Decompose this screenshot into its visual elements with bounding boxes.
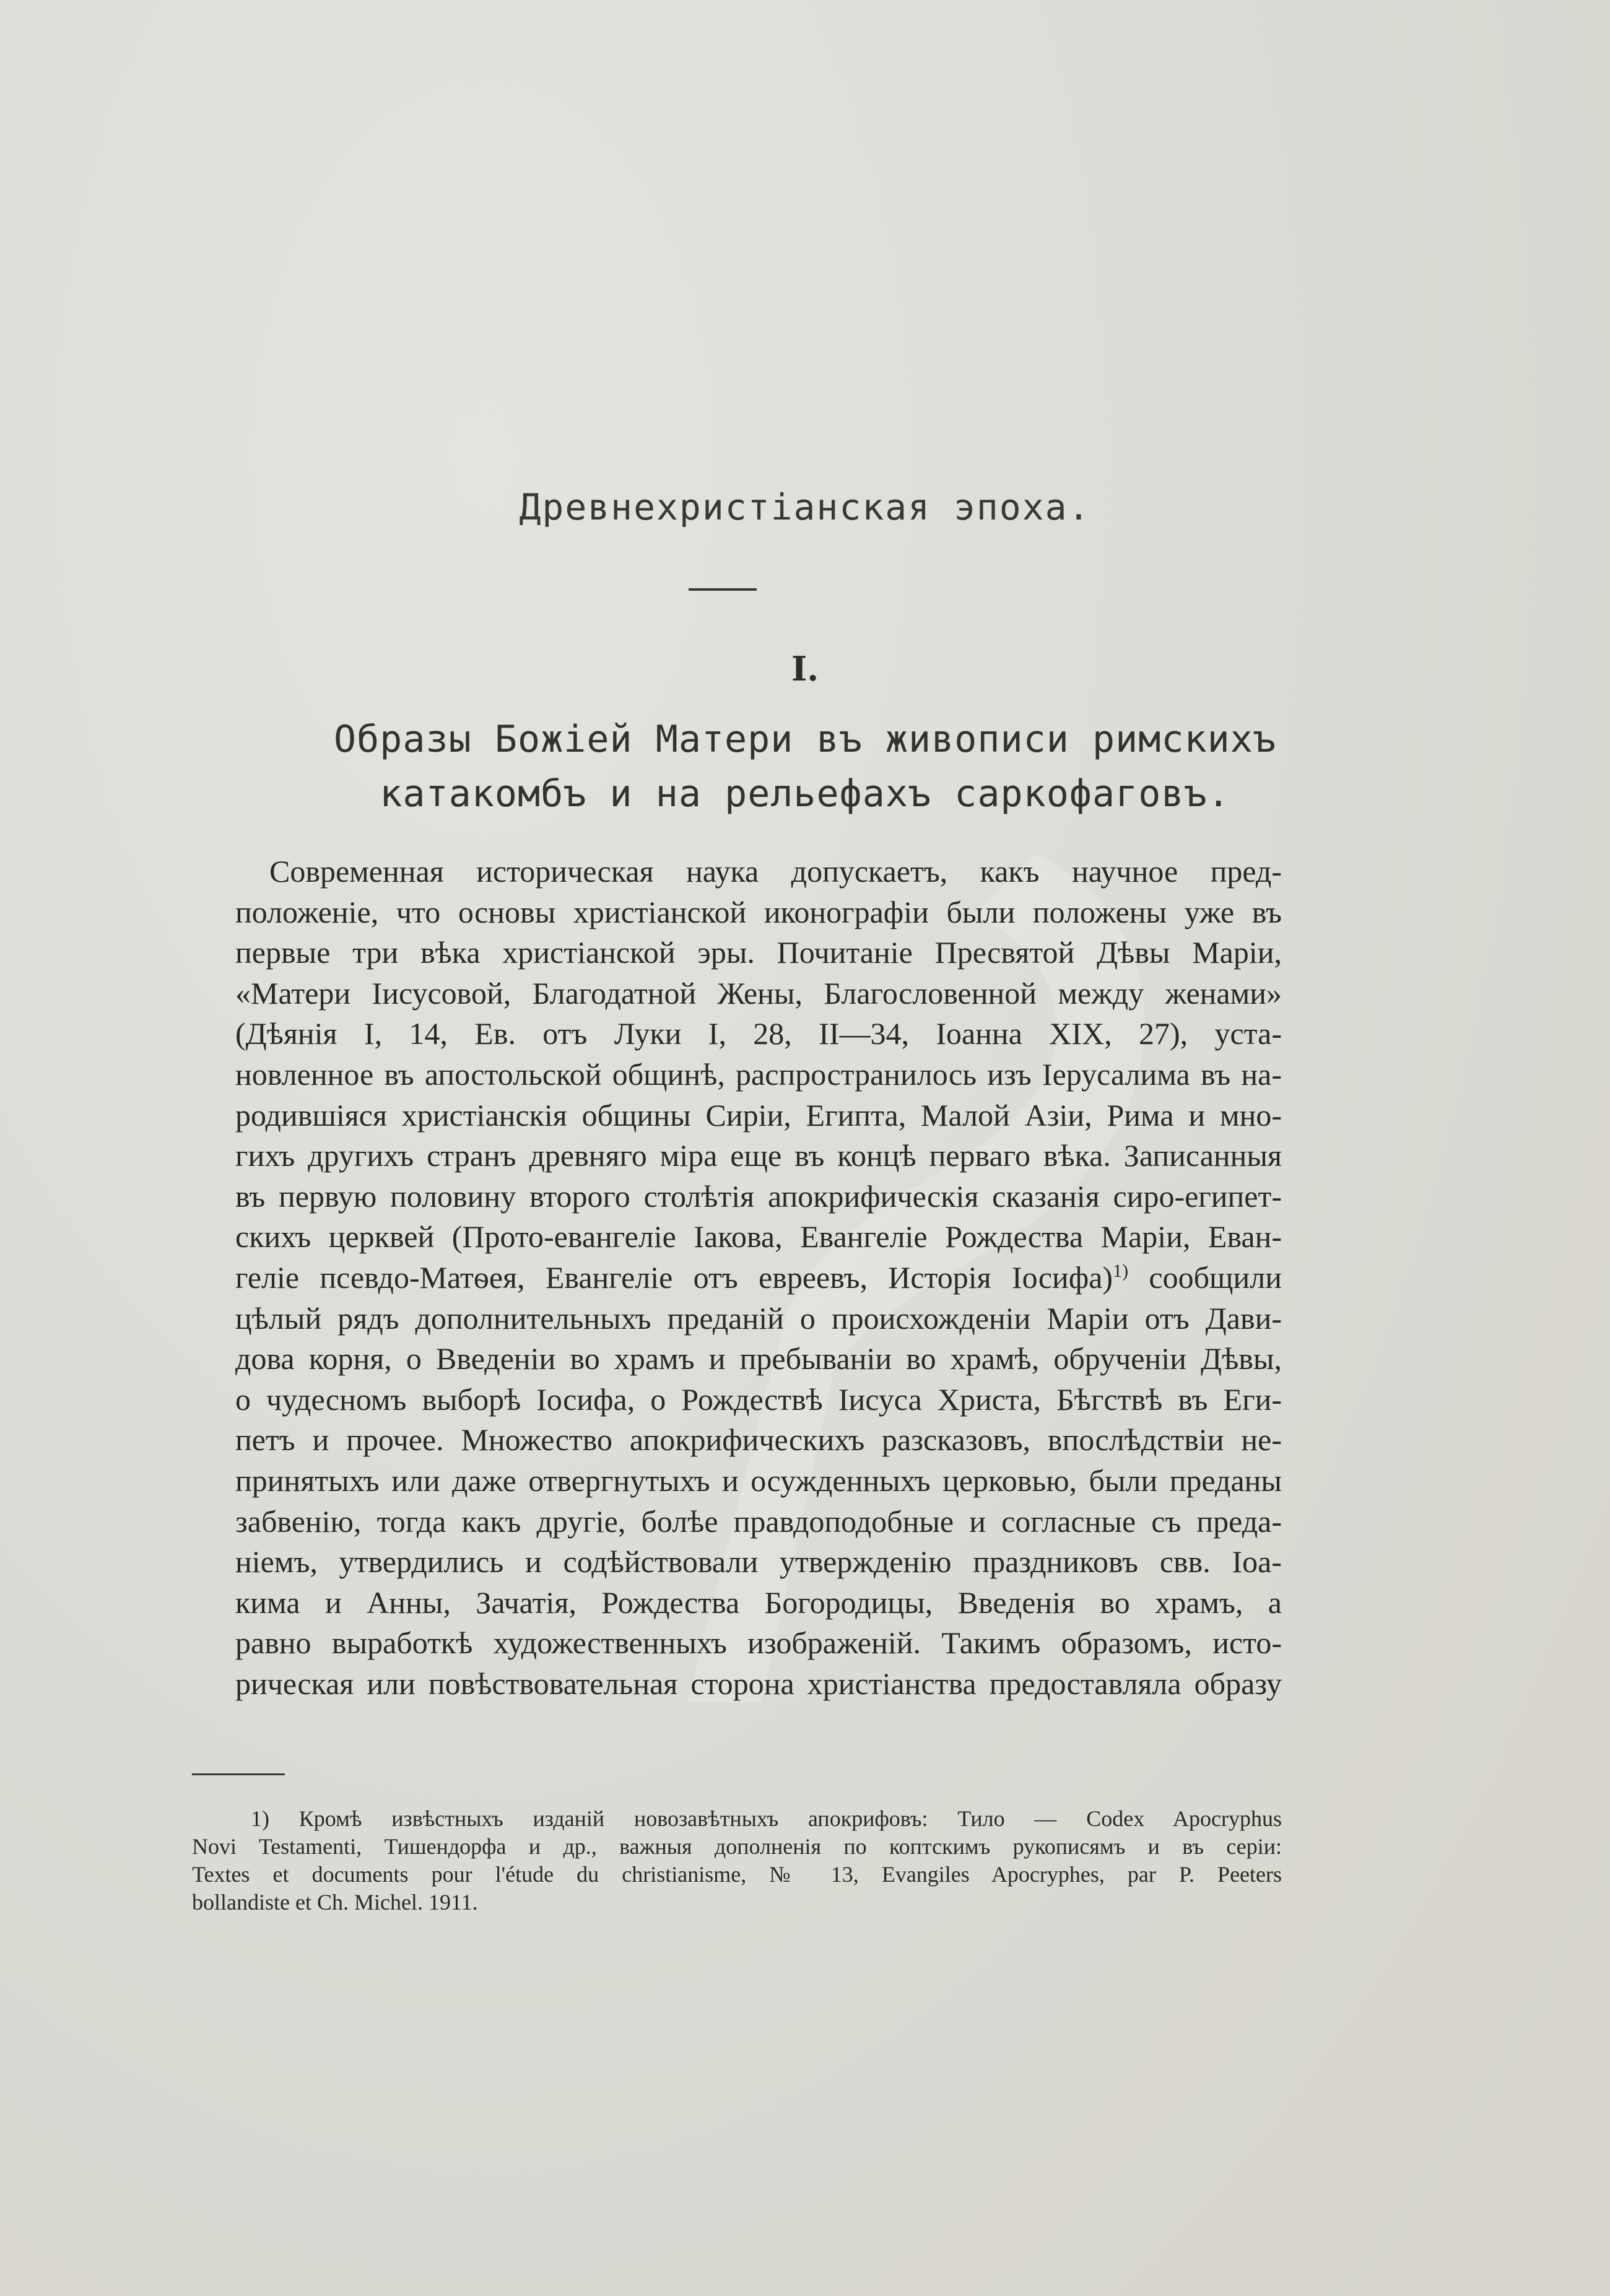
- body-line: первые три вѣка христіанской эры. Почитаніе Пресвятой Дѣвы Маріи,: [235, 935, 1282, 970]
- body-line: положеніе, что основы христіанской иконографіи были положены уже въ: [235, 894, 1282, 929]
- body-line: забвенію, тогда какъ другіе, болѣе правдоподобные и согласные съ преда-: [235, 1503, 1282, 1539]
- body-line-text: геліе псевдо-Матѳея, Евангеліе отъ евреевъ, Исторія Іосифа): [235, 1259, 1113, 1295]
- body-line: ніемъ, утвердились и содѣйствовали утвержденію праздниковъ свв. Іоа-: [235, 1544, 1282, 1580]
- title-rule: [689, 588, 757, 591]
- body-line: новленное въ апостольской общинѣ, распространилось изъ Іерусалима въ на-: [235, 1056, 1282, 1092]
- section-heading: [0, 712, 1610, 821]
- body-line: принятыхъ или даже отвергнутыхъ и осужденныхъ церковью, были преданы: [235, 1463, 1282, 1498]
- body-line-text: сообщили: [1128, 1259, 1282, 1295]
- body-line: «Матери Іисусовой, Благодатной Жены, Благословенной между женами»: [235, 975, 1282, 1011]
- footnote-rule: [192, 1773, 285, 1775]
- body-line: о чудесномъ выборѣ Іосифа, о Рождествѣ Іисуса Христа, Бѣгствѣ въ Еги-: [235, 1381, 1282, 1417]
- body-line: кима и Анны, Зачатія, Рождества Богородицы, Введенія во храмъ, а: [235, 1585, 1282, 1620]
- footnote-line: bollandiste et Ch. Michel. 1911.: [192, 1890, 478, 1915]
- section-heading-line: катакомбъ и на рельефахъ саркофаговъ.: [380, 772, 1230, 815]
- body-line: равно выработкѣ художественныхъ изображеній. Такимъ образомъ, исто-: [235, 1625, 1282, 1661]
- body-line: дова корня, о Введеніи во храмъ и пребываніи во храмѣ, обрученіи Дѣвы,: [235, 1341, 1282, 1376]
- body-line: гихъ другихъ странъ древняго міра еще въ концѣ перваго вѣка. Записанныя: [235, 1138, 1282, 1173]
- footnote-line: 1) Кромѣ извѣстныхъ изданій новозавѣтныхъ апокрифовъ: Тило — Codex Apocryphus: [251, 1806, 1282, 1831]
- footnote-line: Textes et documents pour l'étude du christianisme, № 13, Evangiles Apocryphes, par P. Peeters: [192, 1862, 1282, 1887]
- footnote-line: Novi Testamenti, Тишендорфа и др., важныя дополненія по коптскимъ рукописямъ и въ серіи:: [192, 1834, 1282, 1859]
- body-line: рическая или повѣствовательная сторона христіанства предоставляла образу: [235, 1666, 1282, 1701]
- body-line: цѣлый рядъ дополнительныхъ преданій о происхожденіи Маріи отъ Дави-: [235, 1300, 1282, 1336]
- body-line: (Дѣянія I, 14, Ев. отъ Луки I, 28, II—34, Іоанна XIX, 27), уста-: [235, 1016, 1282, 1051]
- footnote-reference[interactable]: 1): [1113, 1260, 1129, 1281]
- body-line: родившіяся христіанскія общины Сиріи, Египта, Малой Азіи, Рима и мно-: [235, 1097, 1282, 1133]
- body-paragraph: [235, 851, 1282, 1704]
- section-number: I.: [791, 649, 819, 689]
- footnote: [192, 1805, 1282, 1916]
- section-heading-line: Образы Божіей Матери въ живописи римскихъ: [333, 718, 1277, 761]
- body-line-with-footnote: [235, 1258, 1282, 1298]
- chapter-title: Древнехристіанская эпоха.: [519, 486, 1091, 528]
- body-line: петъ и прочее. Множество апокрифическихъ разсказовъ, впослѣдствіи не-: [235, 1422, 1282, 1458]
- body-line: въ первую половину второго столѣтія апокрифическія сказанія сиро-египет-: [235, 1178, 1282, 1214]
- body-line: скихъ церквей (Прото-евангеліе Іакова, Евангеліе Рождества Маріи, Еван-: [235, 1219, 1282, 1255]
- body-line: Современная историческая наука допускаетъ, какъ научное пред-: [269, 854, 1282, 889]
